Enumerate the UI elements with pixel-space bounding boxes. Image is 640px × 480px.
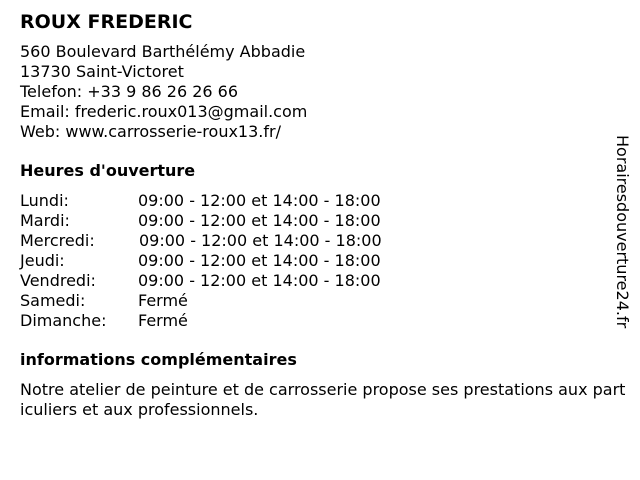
info-heading: informations complémentaires — [20, 350, 297, 369]
hours-row-wednesday — [20, 231, 626, 251]
day-label: Lundi: — [20, 191, 69, 210]
day-hours: 09:00 - 12:00 et 14:00 - 18:00 — [138, 211, 381, 230]
day-hours: 09:00 - 12:00 et 14:00 - 18:00 — [139, 231, 382, 250]
phone-line: Telefon: +33 9 86 26 26 66 — [20, 82, 239, 101]
opening-hours-list — [20, 191, 626, 331]
email-line: Email: frederic.roux013@gmail.com — [20, 102, 308, 121]
day-hours: 09:00 - 12:00 et 14:00 - 18:00 — [138, 271, 381, 290]
day-hours: Fermé — [138, 291, 188, 310]
hours-row-thursday — [20, 251, 626, 271]
web-line: Web: www.carrosserie-roux13.fr/ — [20, 122, 281, 141]
hours-row-sunday — [20, 311, 626, 331]
hours-row-tuesday — [20, 211, 626, 231]
address-line-2: 13730 Saint-Victoret — [20, 62, 184, 81]
day-label: Samedi: — [20, 291, 86, 310]
hours-row-friday — [20, 271, 626, 291]
day-label: Jeudi: — [20, 251, 65, 270]
day-label: Dimanche: — [20, 311, 107, 330]
business-name: ROUX FREDERIC — [20, 11, 193, 33]
day-hours: Fermé — [138, 311, 188, 330]
day-hours: 09:00 - 12:00 et 14:00 - 18:00 — [138, 251, 381, 270]
day-hours: 09:00 - 12:00 et 14:00 - 18:00 — [138, 191, 381, 210]
address-line-1: 560 Boulevard Barthélémy Abbadie — [20, 42, 306, 61]
hours-row-monday — [20, 191, 626, 211]
info-description: Notre atelier de peinture et de carrosserie propose ses prestations aux particuliers et aux professionnels. — [20, 380, 626, 419]
business-card — [20, 10, 626, 420]
hours-row-saturday — [20, 291, 626, 311]
hours-heading: Heures d'ouverture — [20, 161, 196, 180]
site-watermark: Horairesdouverture24.fr — [613, 135, 632, 329]
day-label: Mercredi: — [20, 231, 95, 250]
day-label: Vendredi: — [20, 271, 96, 290]
day-label: Mardi: — [20, 211, 70, 230]
